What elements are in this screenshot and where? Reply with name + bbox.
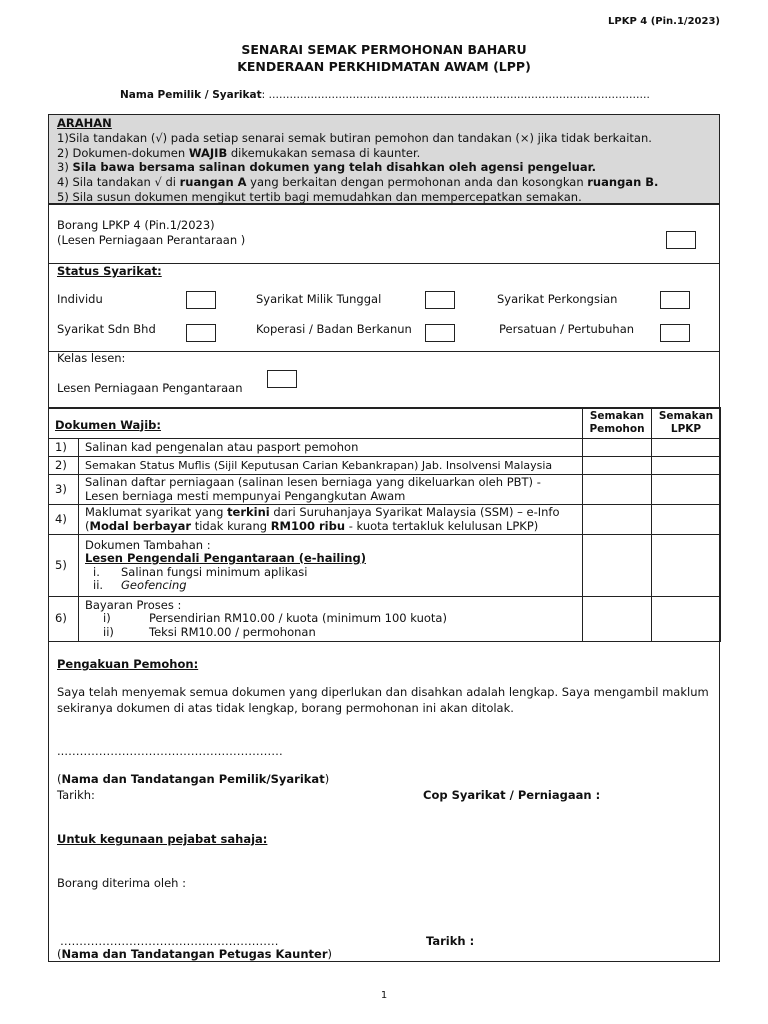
status-milik-tunggal-label: Syarikat Milik Tunggal [256, 292, 382, 306]
borang-subtitle: (Lesen Perniagaan Perantaraan ) [57, 233, 246, 247]
owner-name-dots: : ………………………………………………………………………………………………. [261, 89, 650, 101]
status-koperasi-checkbox[interactable] [425, 324, 455, 342]
officer-signature-label: (Nama dan Tandatangan Petugas Kaunter) [57, 947, 333, 961]
owner-name-field[interactable] [120, 89, 650, 101]
declaration-heading: Pengakuan Pemohon: [57, 657, 199, 671]
instruction-4: 4) Sila tandakan √ di ruangan A yang berkaitan dengan permohonan anda dan kosongkan ruangan B. [57, 175, 659, 190]
table-row: 2) Semakan Status Muflis (Sijil Keputusan Carian Kebankrapan) Jab. Insolvensi Malaysia [49, 457, 721, 475]
table-row: 3) Salinan daftar perniagaan (salinan lesen berniaga yang dikeluarkan oleh PBT) - Lesen berniaga mesti mempunyai Pengangkutan Awam [49, 475, 721, 505]
table-row: 6) Bayaran Proses : i) Persendirian RM10.00 / kuota (minimum 100 kuota) ii) Teksi RM10.00 / permohonan [49, 597, 721, 642]
instruction-2: 2) Dokumen-dokumen WAJIB dikemukakan semasa di kaunter. [57, 145, 421, 160]
col-semakan-pemohon: Semakan Pemohon [583, 408, 652, 439]
status-perkongsian-label: Syarikat Perkongsian [497, 292, 618, 306]
status-individu-checkbox[interactable] [186, 291, 216, 309]
borang-section [57, 218, 245, 248]
kelas-lesen-checkbox[interactable] [267, 370, 297, 388]
check-cell-pemohon[interactable] [583, 505, 652, 535]
officer-signature-line[interactable]: ………………………………………………… [60, 934, 279, 948]
page-title-line2: KENDERAAN PERKHIDMATAN AWAM (LPP) [237, 59, 531, 74]
applicant-signature-label: (Nama dan Tandatangan Pemilik/Syarikat) [57, 772, 330, 786]
documents-header-row [49, 408, 721, 439]
instruction-3: 3) Sila bawa bersama salinan dokumen yang telah disahkan oleh agensi pengeluar. [57, 160, 596, 175]
kelas-lesen-label: Kelas lesen: [57, 351, 126, 365]
page-number: 1 [380, 990, 388, 1001]
page-title-line1: SENARAI SEMAK PERMOHONAN BAHARU [241, 42, 527, 57]
received-by-label: Borang diterima oleh : [57, 876, 186, 890]
office-date-label: Tarikh : [426, 934, 475, 948]
table-row: 5) Dokumen Tambahan : Lesen Pengendali Pengantaraan (e-hailing) i. Salinan fungsi minimum aplikasi ii. Geofencing [49, 535, 721, 597]
applicant-date-label: Tarikh: [57, 788, 95, 802]
company-stamp-label: Cop Syarikat / Perniagaan : [423, 788, 601, 802]
status-koperasi-label: Koperasi / Badan Berkanun [256, 322, 412, 336]
status-perkongsian-checkbox[interactable] [660, 291, 690, 309]
status-sdn-bhd-label: Syarikat Sdn Bhd [57, 322, 156, 336]
office-use-heading: Untuk kegunaan pejabat sahaja: [57, 832, 268, 846]
status-individu-label: Individu [57, 292, 103, 306]
check-cell-lpkp[interactable] [652, 535, 721, 597]
status-persatuan-checkbox[interactable] [660, 324, 690, 342]
kelas-lesen-option: Lesen Perniagaan Pengantaraan [57, 381, 243, 395]
check-cell-lpkp[interactable] [652, 439, 721, 457]
documents-heading: Dokumen Wajib: [49, 408, 583, 439]
check-cell-pemohon[interactable] [583, 597, 652, 642]
check-cell-pemohon[interactable] [583, 535, 652, 597]
borang-title: Borang LPKP 4 (Pin.1/2023) [57, 218, 215, 232]
instructions-heading: ARAHAN [57, 116, 112, 130]
check-cell-pemohon[interactable] [583, 457, 652, 475]
status-sdn-bhd-checkbox[interactable] [186, 324, 216, 342]
table-row: 4) Maklumat syarikat yang terkini dari Suruhanjaya Syarikat Malaysia (SSM) – e-Info (Modal berbayar tidak kurang RM100 ribu - kuota tertakluk kelulusan LPKP) [49, 505, 721, 535]
col-semakan-lpkp: Semakan LPKP [652, 408, 721, 439]
documents-table [48, 407, 721, 642]
check-cell-lpkp[interactable] [652, 505, 721, 535]
table-row: 1) Salinan kad pengenalan atau pasport pemohon [49, 439, 721, 457]
instructions-box [48, 114, 720, 204]
declaration-text: Saya telah menyemak semua dokumen yang diperlukan dan disahkan adalah lengkap. Saya mengambil maklum sekiranya dokumen di atas tidak lengkap, borang permohonan ini akan ditolak. [57, 685, 709, 715]
check-cell-lpkp[interactable] [652, 475, 721, 505]
check-cell-lpkp[interactable] [652, 457, 721, 475]
instruction-5: 5) Sila susun dokumen mengikut tertib bagi memudahkan dan mempercepatkan semakan. [57, 189, 582, 204]
status-persatuan-label: Persatuan / Pertubuhan [499, 322, 635, 336]
check-cell-lpkp[interactable] [652, 597, 721, 642]
form-reference-code: LPKP 4 (Pin.1/2023) [608, 16, 720, 27]
check-cell-pemohon[interactable] [583, 439, 652, 457]
applicant-signature-line[interactable]: ..………………………………………………… [57, 744, 283, 758]
owner-name-label: Nama Pemilik / Syarikat [120, 89, 262, 101]
check-cell-pemohon[interactable] [583, 475, 652, 505]
borang-checkbox[interactable] [666, 231, 696, 249]
status-milik-tunggal-checkbox[interactable] [425, 291, 455, 309]
instruction-1: 1)Sila tandakan (√) pada setiap senarai semak butiran pemohon dan tandakan (×) jika tidak berkaitan. [57, 130, 652, 145]
status-heading: Status Syarikat: [57, 264, 162, 278]
